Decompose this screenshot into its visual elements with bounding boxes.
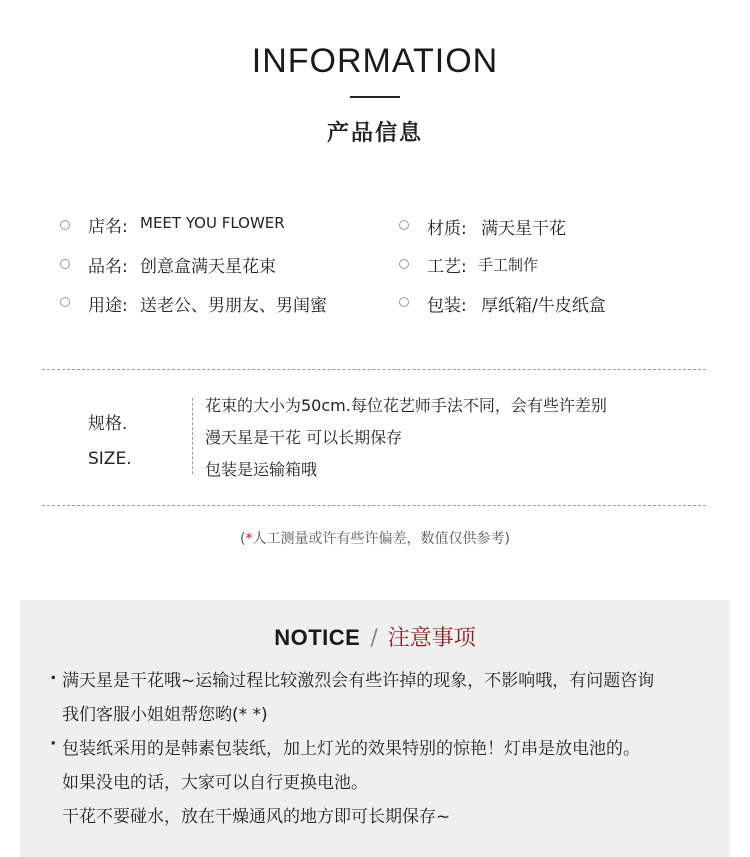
notice-line: 满天星是干花哦~运输过程比较激烈会有些许掉的现象，不影响哦，有问题咨询: [62, 671, 655, 691]
material-value: 满天星干花: [481, 219, 566, 239]
size-description-line: 包装是运输箱哦: [205, 460, 318, 479]
notice-heading: [0, 621, 750, 652]
dashed-divider: [42, 369, 706, 370]
circle-bullet-icon: [60, 220, 70, 230]
product-name-value: 创意盒满天星花束: [140, 257, 276, 277]
craft-label: 工艺:: [427, 257, 467, 277]
shop-name-label: 店名:: [88, 217, 128, 237]
product-info-subtitle: 产品信息: [326, 121, 423, 146]
circle-bullet-icon: [399, 297, 409, 307]
size-description-line: 花束的大小为50cm.每位花艺师手法不同，会有些许差别: [205, 396, 607, 415]
information-title: INFORMATION: [251, 42, 499, 80]
shop-name-value: MEET YOU FLOWER: [140, 214, 285, 232]
package-value: 厚纸箱/牛皮纸盒: [481, 296, 606, 316]
size-label-cn: 规格.: [88, 414, 128, 434]
notice-line: 包装纸采用的是韩素包装纸，加上灯光的效果特别的惊艳！灯串是放电池的。: [62, 739, 640, 759]
notice-line: 我们客服小姐姐帮您哟(* *): [62, 705, 268, 725]
notice-bullet: ·: [50, 734, 57, 754]
circle-bullet-icon: [60, 297, 70, 307]
notice-title-cn: 注意事项: [387, 626, 476, 651]
size-label-en: SIZE.: [88, 449, 132, 469]
circle-bullet-icon: [60, 259, 70, 269]
measurement-footnote: (*人工测量或许有些许偏差，数值仅供参考): [240, 531, 510, 547]
footnote-star: *: [245, 531, 253, 547]
package-label: 包装:: [427, 296, 467, 316]
notice-line: 干花不要碰水，放在干燥通风的地方即可长期保存~: [62, 807, 451, 827]
material-label: 材质:: [427, 219, 467, 239]
dashed-divider: [42, 505, 706, 506]
circle-bullet-icon: [399, 220, 409, 230]
notice-bullet: .: [50, 664, 57, 684]
notice-title-en: NOTICE: [274, 625, 361, 650]
size-vertical-divider: [192, 398, 193, 474]
size-description-line: 漫天星是干花 可以长期保存: [205, 428, 403, 447]
product-name-label: 品名:: [88, 257, 128, 277]
circle-bullet-icon: [399, 259, 409, 269]
usage-label: 用途:: [88, 296, 128, 316]
notice-slash: /: [370, 626, 378, 651]
usage-value: 送老公、男朋友、男闺蜜: [140, 296, 327, 316]
title-underline: [350, 96, 400, 98]
notice-line: 如果没电的话，大家可以自行更换电池。: [62, 773, 368, 793]
craft-value: 手工制作: [478, 256, 539, 274]
